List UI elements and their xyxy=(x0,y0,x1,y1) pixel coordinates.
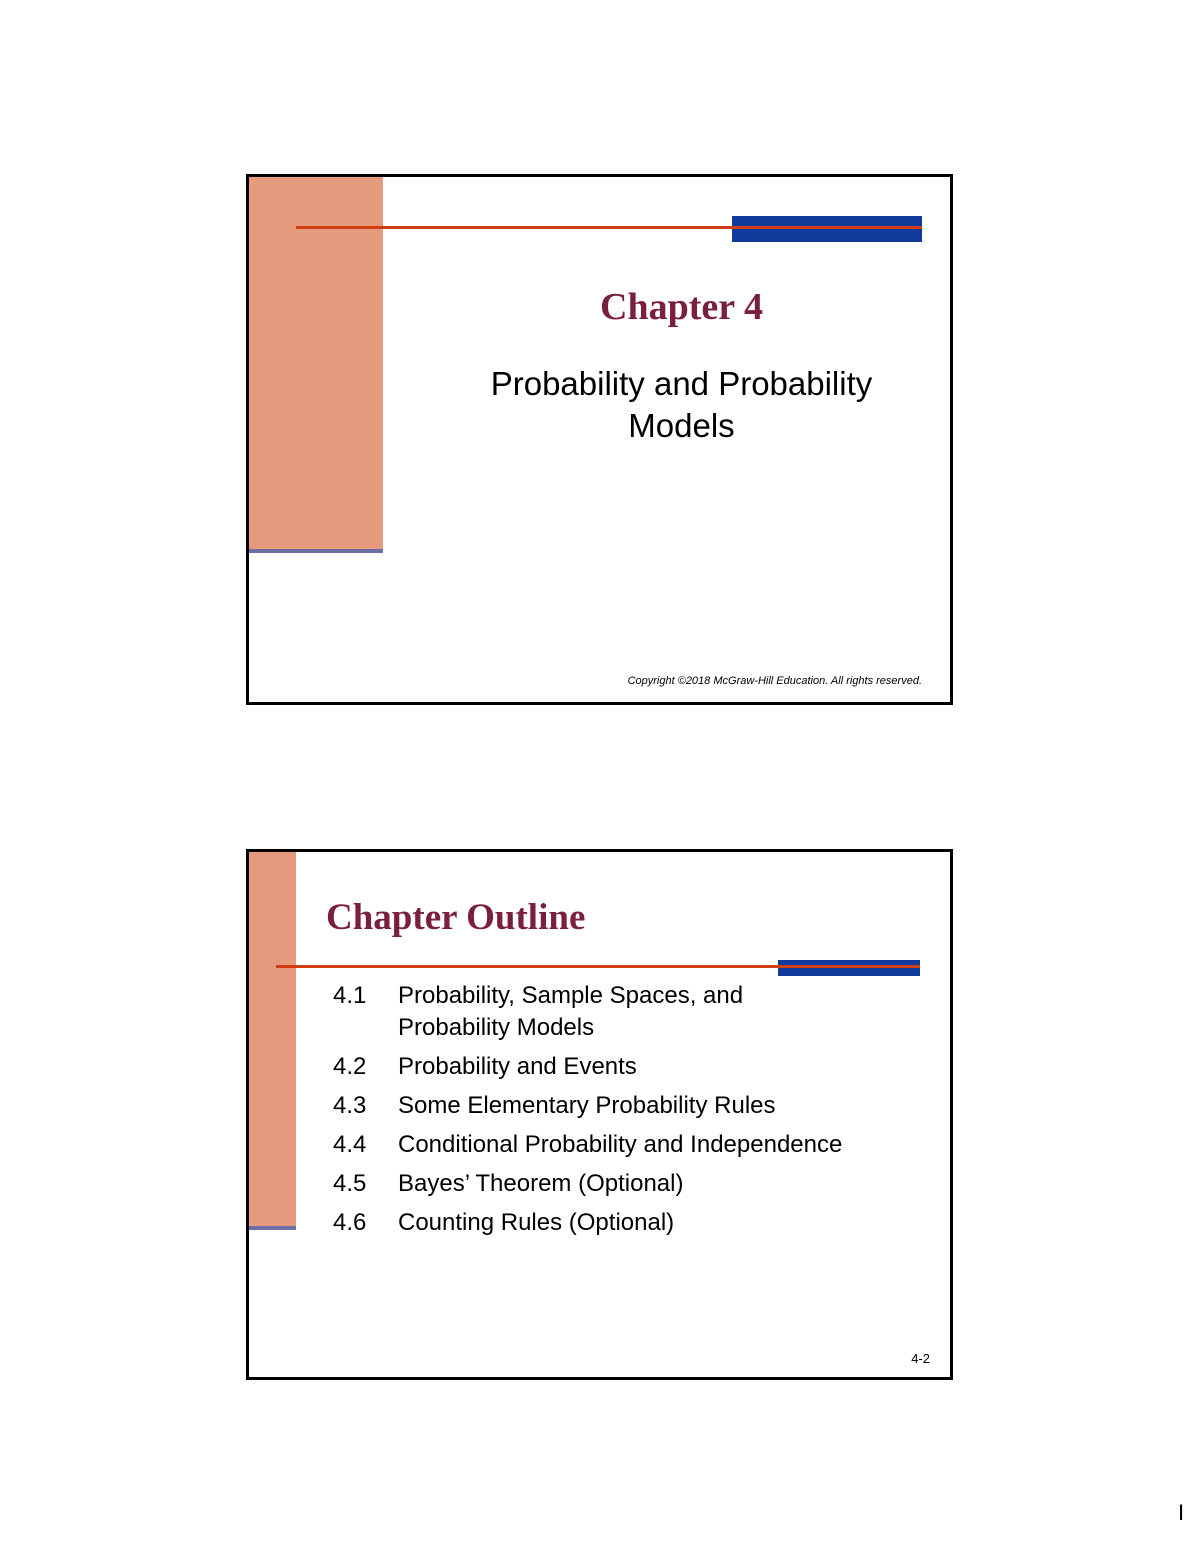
side-panel-underline xyxy=(249,1226,296,1230)
slide-2 xyxy=(246,849,953,1380)
slide-1-title: Chapter 4 xyxy=(600,286,763,328)
page-mark: I xyxy=(1178,1500,1185,1525)
slide-2-title: Chapter Outline xyxy=(326,897,586,938)
outline-item xyxy=(333,1168,933,1200)
outline-item-text: Probability and Events xyxy=(398,1053,637,1080)
blue-accent-bar xyxy=(778,960,920,976)
outline-item-text: Some Elementary Probability Rules xyxy=(398,1092,776,1119)
outline-item xyxy=(333,1051,933,1083)
blue-accent-bar xyxy=(732,216,922,242)
outline-item-text-line-2: Probability Models xyxy=(398,1014,595,1041)
outline-item xyxy=(333,1090,933,1122)
subtitle-line-1: Probability and Probability xyxy=(490,365,873,402)
outline-item-text: Counting Rules (Optional) xyxy=(398,1209,675,1236)
slide-page-number: 4-2 xyxy=(911,1351,930,1366)
outline-item-text: Bayes’ Theorem (Optional) xyxy=(398,1170,684,1197)
outline-item xyxy=(333,980,933,1044)
outline-item xyxy=(333,1129,933,1161)
red-accent-line xyxy=(296,226,922,229)
side-panel-decoration xyxy=(249,177,383,549)
outline-item-text-line-1: Probability, Sample Spaces, and xyxy=(398,982,744,1009)
chapter-outline-list xyxy=(333,980,933,1246)
outline-item-number: 4.3 xyxy=(333,1092,367,1119)
side-panel-decoration xyxy=(249,852,296,1226)
copyright-notice: Copyright ©2018 McGraw-Hill Education. All rights reserved. xyxy=(627,675,922,687)
outline-item-number: 4.2 xyxy=(333,1053,367,1080)
slide-1-subtitle xyxy=(383,363,950,447)
outline-item-text xyxy=(398,980,933,1044)
outline-item-number: 4.6 xyxy=(333,1209,367,1236)
outline-item xyxy=(333,1207,933,1239)
outline-item-text: Conditional Probability and Independence xyxy=(398,1131,843,1158)
slide-1 xyxy=(246,174,953,705)
red-accent-line xyxy=(276,965,920,968)
outline-item-number: 4.4 xyxy=(333,1131,367,1158)
outline-item-number: 4.5 xyxy=(333,1170,367,1197)
outline-item-number: 4.1 xyxy=(333,982,367,1009)
subtitle-line-2: Models xyxy=(628,407,735,444)
side-panel-underline xyxy=(249,549,383,553)
